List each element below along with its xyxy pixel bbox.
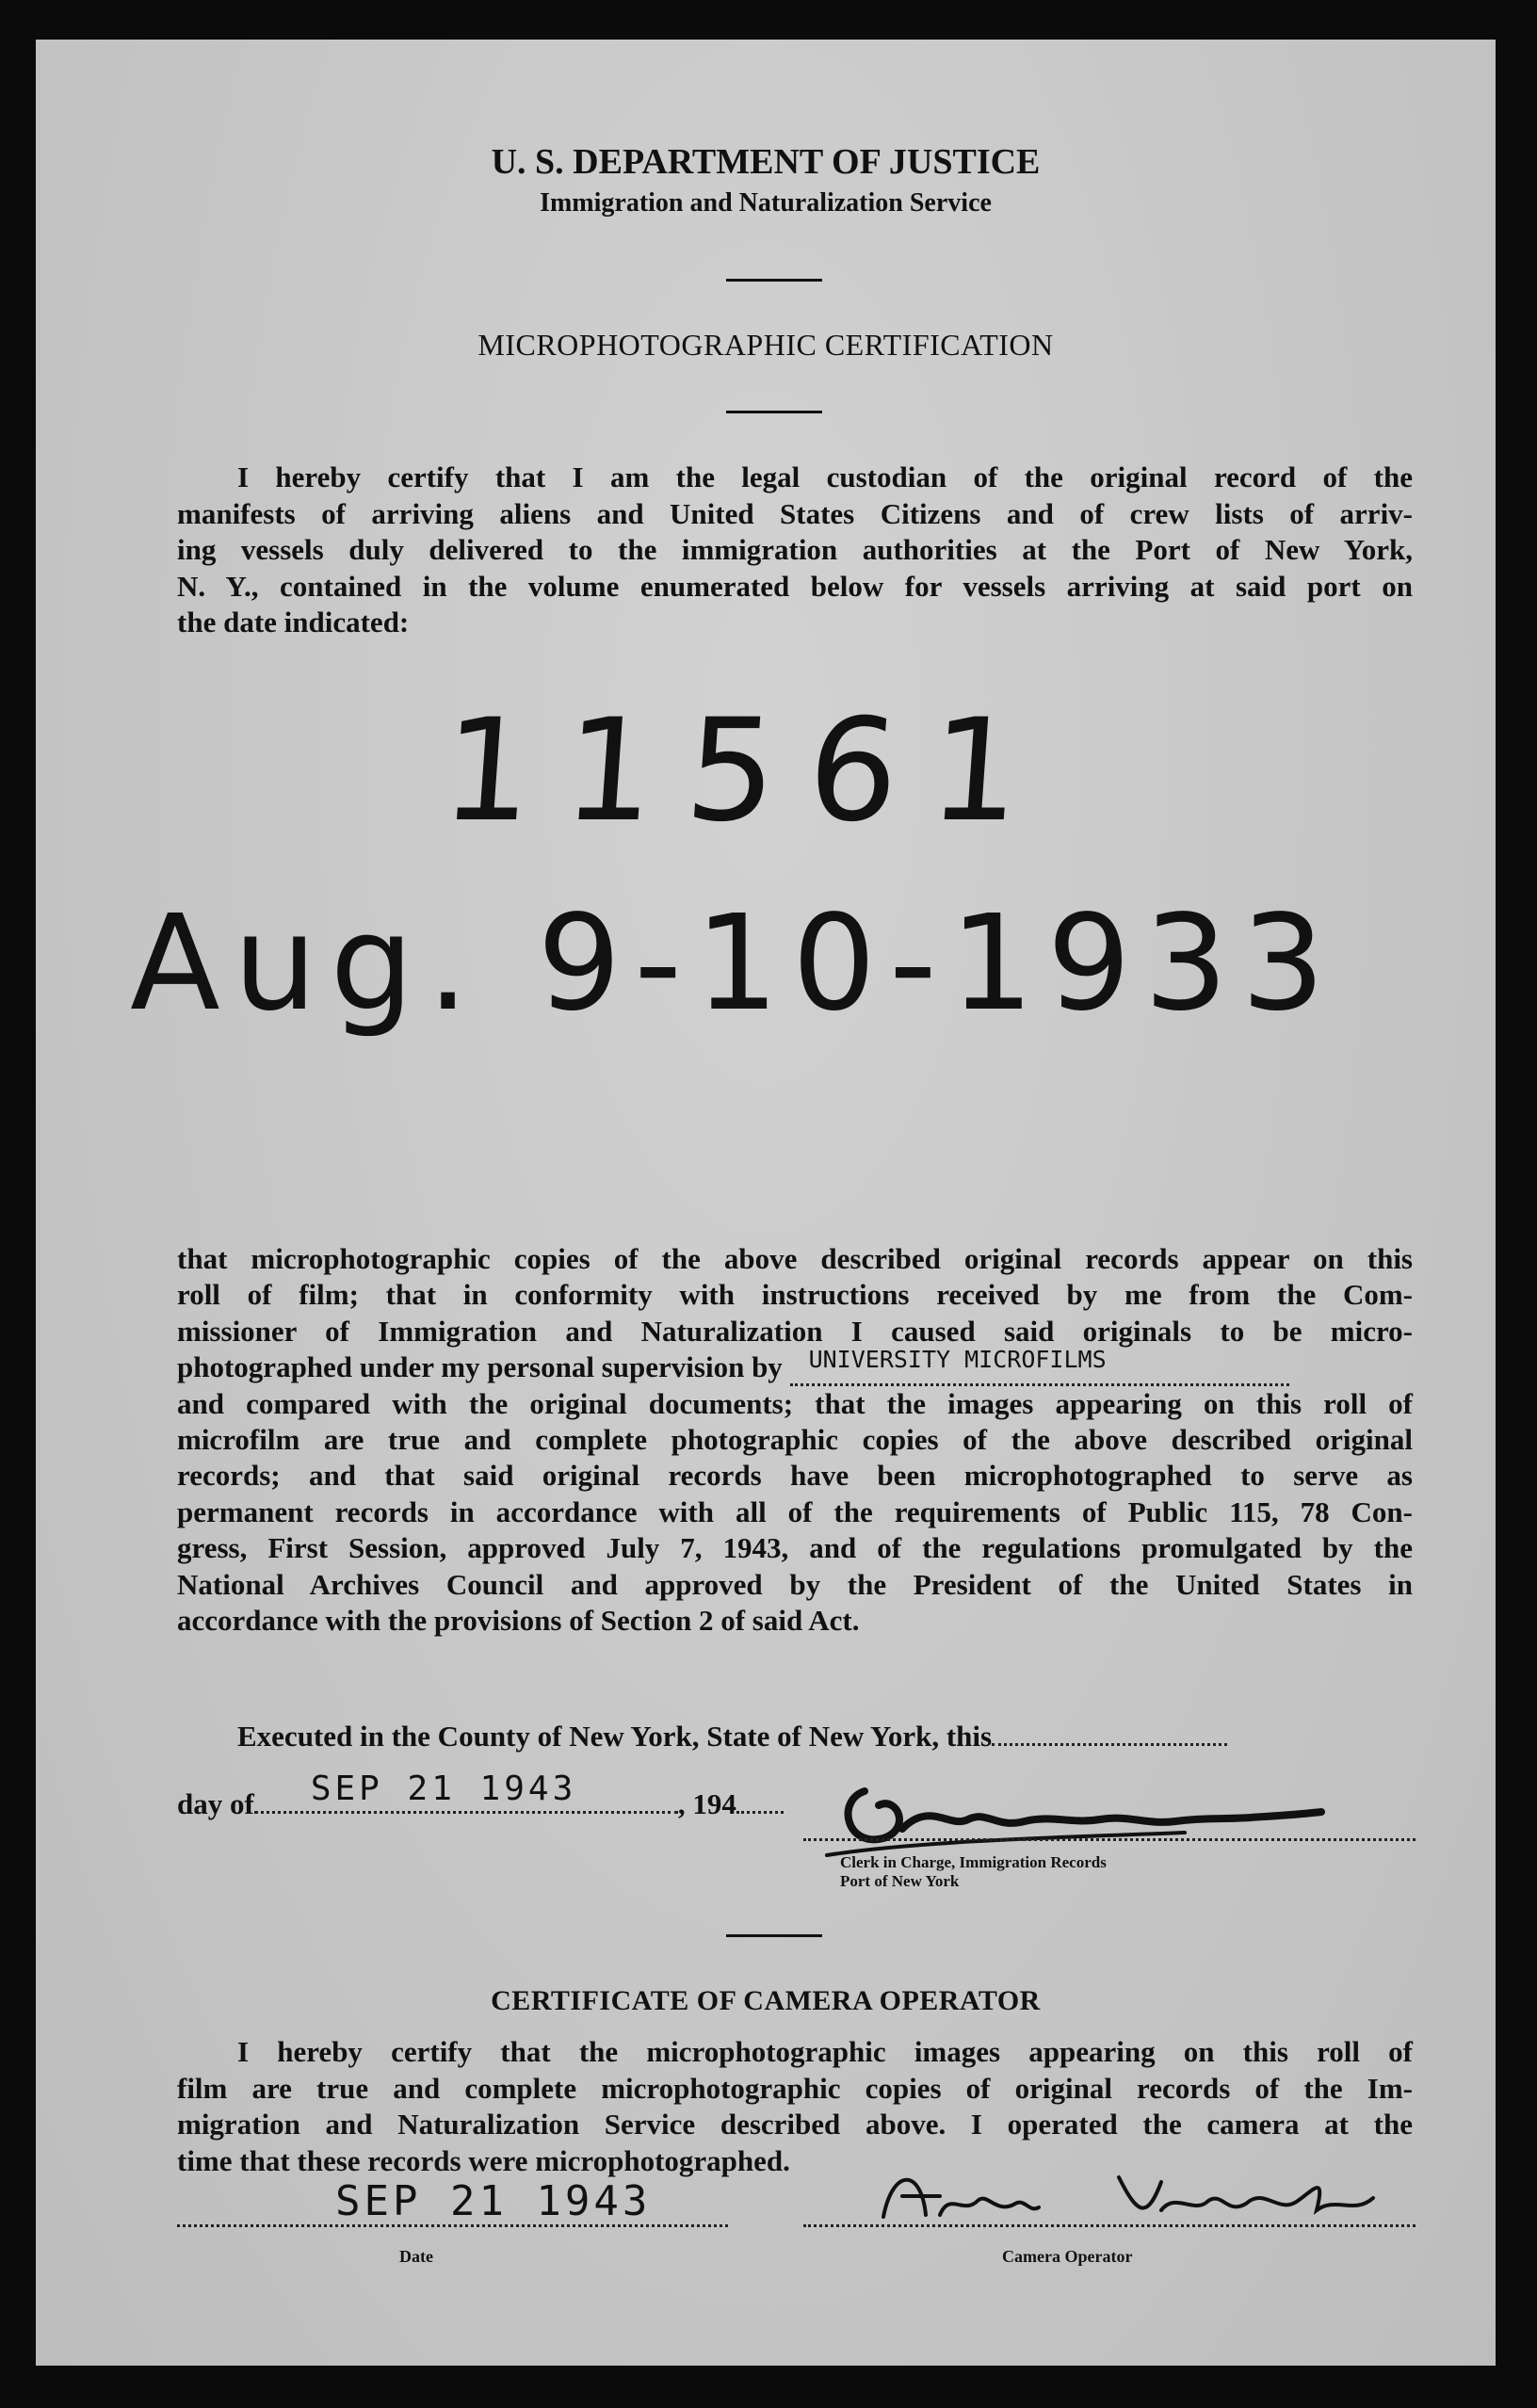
intro-line: manifests of arriving aliens and United States Citizens and of crew lists of arriv- [177, 496, 1413, 530]
intro-line: ing vessels duly delivered to the immigration authorities at the Port of New York, [177, 533, 1413, 566]
operator-signature [836, 2158, 1401, 2234]
camera-line: migration and Naturalization Service described above. I operated the camera at the [177, 2108, 1413, 2141]
camera-paragraph [177, 2034, 1413, 2179]
body-line: accordance with the provisions of Section 2 of said Act. [177, 1604, 860, 1638]
clerk-signature-line [803, 1838, 1416, 1841]
executed-date-stamp: SEP 21 1943 [310, 1770, 577, 1808]
year-field [736, 1788, 784, 1814]
body-line: roll of film; that in conformity with instructions received by me from the Com- [177, 1278, 1413, 1312]
supervisor-field [790, 1345, 1289, 1386]
body-line: and compared with the original documents; that the images appearing on this roll of [177, 1386, 1413, 1420]
clerk-port: Port of New York [840, 1872, 960, 1890]
certification-title: MICROPHOTOGRAPHIC CERTIFICATION [477, 328, 1054, 362]
intro-line: the date indicated: [177, 606, 410, 638]
body-line: microfilm are true and complete photographic copies of the above described original [177, 1423, 1413, 1457]
divider [726, 411, 822, 413]
date-line [177, 2224, 728, 2227]
certificate-sheet [36, 40, 1496, 2366]
divider [726, 1934, 822, 1937]
body-line: that microphotographic copies of the above described original records appear on this [177, 1242, 1413, 1275]
body-line: records; and that said original records have been microphotographed to serve as [177, 1459, 1413, 1493]
operator-label: Camera Operator [1002, 2247, 1133, 2266]
camera-line: time that these records were microphotographed. [177, 2143, 790, 2177]
executed-line [237, 1720, 1227, 1753]
body-line: National Archives Council and approved by the President of the United States in [177, 1567, 1413, 1601]
handwritten-volume-date: Aug. 9-10-1933 [130, 887, 1338, 1041]
intro-paragraph [177, 460, 1413, 641]
body-line: permanent records in accordance with all of the requirements of Public 115, 78 Con- [177, 1495, 1413, 1528]
body-paragraph [177, 1241, 1413, 1639]
body-line: photographed under my personal supervision by [177, 1350, 783, 1384]
camera-line: I hereby certify that the microphotographic images appearing on this roll of [237, 2035, 1413, 2068]
executed-date-field [254, 1770, 678, 1814]
date-label: Date [399, 2247, 433, 2266]
executed-day-field [992, 1721, 1227, 1746]
service-subheading: Immigration and Naturalization Service [540, 188, 992, 218]
handwritten-volume-number: 11561 [436, 689, 1059, 853]
supervisor-typed: UNIVERSITY MICROFILMS [808, 1345, 1107, 1373]
divider [726, 279, 822, 282]
year-prefix: , 194 [677, 1787, 736, 1820]
body-line: gress, First Session, approved July 7, 1943, and of the regulations promulgated by the [177, 1531, 1413, 1565]
executed-text: Executed in the County of New York, State of New York, this [237, 1720, 993, 1753]
intro-line: I hereby certify that I am the legal custodian of the original record of the [237, 461, 1413, 493]
body-line: missioner of Immigration and Naturalization I caused said originals to be micro- [177, 1314, 1413, 1348]
intro-line: N. Y., contained in the volume enumerated below for vessels arriving at said port on [177, 569, 1413, 603]
clerk-caption [840, 1853, 1107, 1891]
supervision-line [177, 1345, 1413, 1385]
day-of-label: day of [177, 1787, 254, 1820]
day-of-line [177, 1770, 784, 1821]
operator-signature-line [803, 2224, 1416, 2227]
camera-certificate-title: CERTIFICATE OF CAMERA OPERATOR [491, 1985, 1041, 2016]
clerk-title: Clerk in Charge, Immigration Records [840, 1853, 1107, 1871]
clerk-signature [808, 1763, 1373, 1867]
department-heading: U. S. DEPARTMENT OF JUSTICE [491, 142, 1041, 182]
camera-date-stamp: SEP 21 1943 [335, 2177, 652, 2225]
camera-line: film are true and complete microphotographic copies of original records of the Im- [177, 2071, 1413, 2105]
